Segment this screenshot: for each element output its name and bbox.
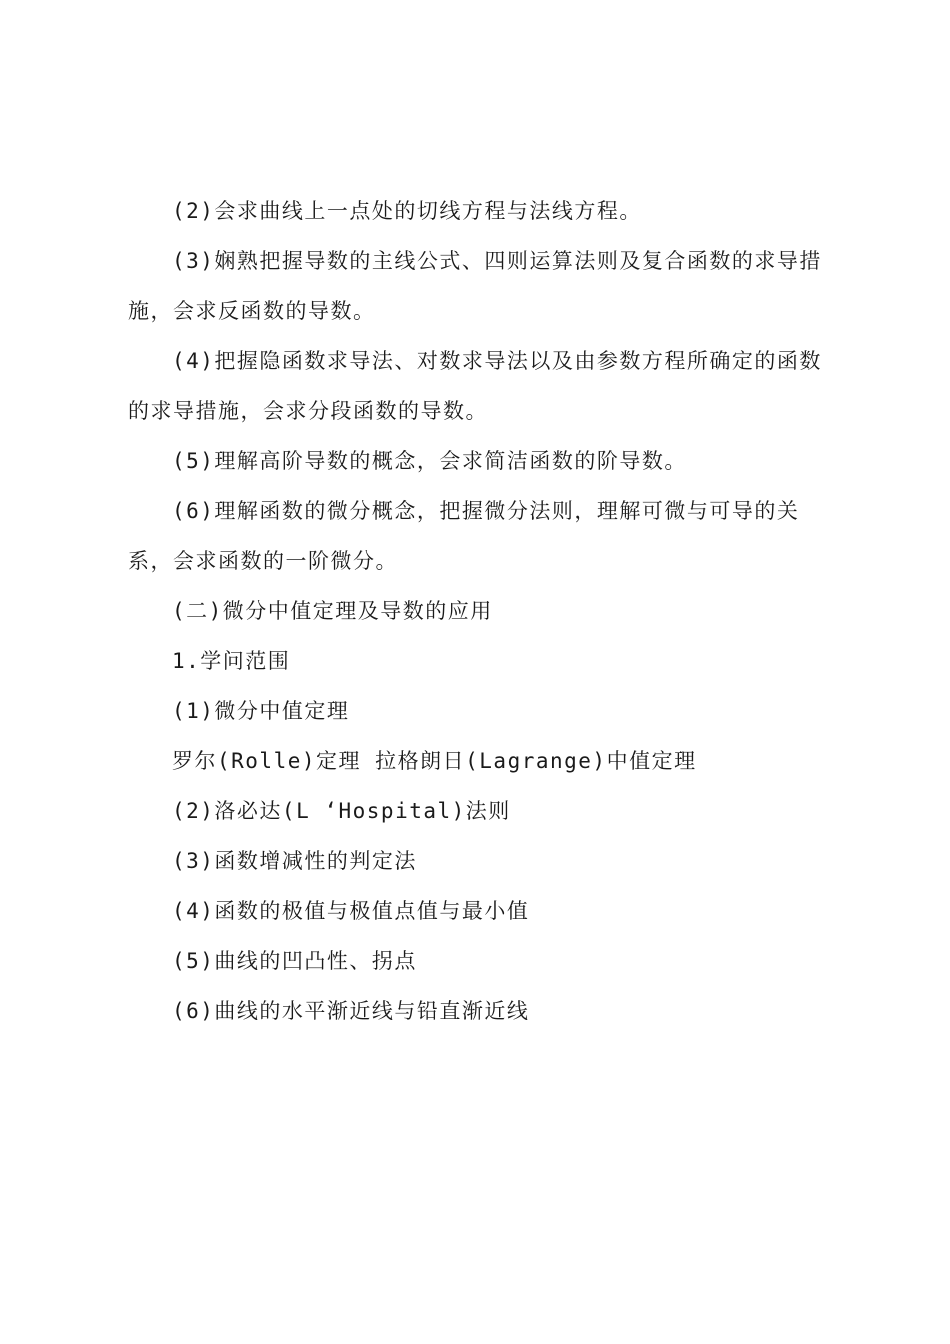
paragraph-implicit-differentiation: (4)把握隐函数求导法、对数求导法以及由参数方程所确定的函数的求导措施，会求分段函数的导数。 [128, 349, 822, 423]
document-body [128, 186, 832, 1036]
paragraph-higher-order-derivative: (5)理解高阶导数的概念，会求简洁函数的阶导数。 [172, 449, 687, 473]
list-item-monotonicity: (3)函数增减性的判定法 [172, 849, 417, 873]
subheading-knowledge-scope: 1.学问范围 [172, 649, 291, 673]
list-item-extrema: (4)函数的极值与极值点值与最小值 [172, 899, 530, 923]
list-item-rolle-lagrange: 罗尔(Rolle)定理 拉格朗日(Lagrange)中值定理 [172, 749, 697, 773]
list-item-mean-value-theorem: (1)微分中值定理 [172, 699, 350, 723]
paragraph-differential: (6)理解函数的微分概念，把握微分法则，理解可微与可导的关系，会求函数的一阶微分。 [128, 499, 800, 573]
paragraph-derivative-formulas: (3)娴熟把握导数的主线公式、四则运算法则及复合函数的求导措施，会求反函数的导数。 [128, 249, 822, 323]
paragraph-tangent-normal: (2)会求曲线上一点处的切线方程与法线方程。 [172, 199, 642, 223]
list-item-asymptotes: (6)曲线的水平渐近线与铅直渐近线 [172, 999, 530, 1023]
list-item-concavity: (5)曲线的凹凸性、拐点 [172, 949, 417, 973]
list-item-lhospital: (2)洛必达(L ‘Hospital)法则 [172, 799, 511, 823]
section-heading-mean-value: (二)微分中值定理及导数的应用 [172, 599, 493, 623]
